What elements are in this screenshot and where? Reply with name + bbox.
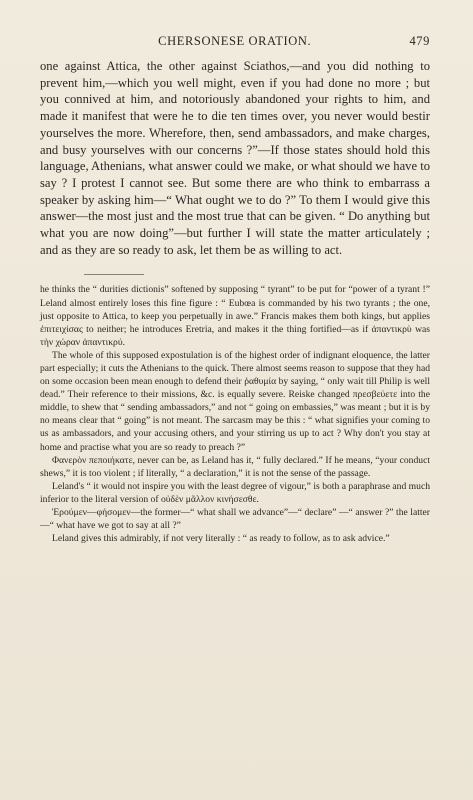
footnotes [40, 283, 430, 545]
main-text: one against Attica, the other against Sciathos,—and you did nothing to prevent him,—which you well might, even if you had done no more ; but you connived at him, and notoriously abandoned your rights to him, and made it manifest that were he to die ten times over, you never would bestir yourselves the more. Wherefore, then, send ambassadors, and make charges, and busy yourselves with our concerns ?”—If those states should hold this language, Athenians, what answer could we make, or what should we have to say ? I protest I cannot see. But some there are who think to embarrass a speaker by asking him—“ What ought we to do ?” To them I would give this answer—the most just and the most true that can be given. “ Do anything but what you are now doing”—but further I will state the matter articulately ; and as they are so ready to ask, let them be as willing to act. [40, 59, 430, 257]
running-head [40, 34, 430, 49]
footnote-4: Leland gives this admirably, if not very literally : “ as ready to follow, as to ask advice.” [52, 533, 390, 545]
footnote-continuation: he thinks the “ durities dictionis” softened by supposing “ tyrant” to be put for “power of a tyrant !” Leland almost entirely loses this fine figure : “ Eubœa is commanded by his two tyrants ; the one, just opposite to Attica, to keep you perpetually in awe.” Francis makes them both kings, but applies ἐπιτειχίσας to neither; he introduces Eretria, and makes it the thing fortified—as if ἀπαντικρὺ was τὴν χώραν ἀπαντικρύ. [40, 284, 430, 348]
footnote-rule [84, 274, 144, 275]
footnote-1: Φανερὸν πεποιήκατε, never can be, as Leland has it, “ fully declared.” If he means, “your conduct shews,” it is too violent ; if literally, “ a declaration,” it is not the sense of the passage. [40, 454, 430, 479]
page-number: 479 [409, 34, 430, 48]
footnote-3: Ἐρούμεν—φήσομεν—the former—“ what shall we advance”—“ declare” —“ answer ?” the latter—“ what have we got to say at all ?” [40, 507, 430, 532]
footnote-2: Leland's “ it would not inspire you with the least degree of vigour,” is both a paraphrase and much inferior to the literal version of οὐδὲν μᾶλλον κινήσεσθε. [40, 480, 430, 505]
footnote-continuation-paragraph: The whole of this supposed expostulation is of the highest order of indignant eloquence, the latter part especially; it cuts the Athenians to the quick. There almost seems reason to suppose that they had on some occasion been mean enough to defend their ῥαθυμία by saying, “ only wait till Philip is well dead.” Their reference to their missions, &c. is equally severe. Reiske changed πρεσβεύετε into the middle, to shew that “ sending ambassadors,” and not “ going on embassies,” was meant ; but it is by no means clear that “ going” is not meant. The sarcasm may be this : “ what signifies your coming to us as ambassadors, and your accusing others, and your stirring us up to act ? Why don't you stay at home and practise what you are so ready to preach ?” [40, 349, 430, 453]
running-title: CHERSONESE ORATION. [158, 34, 312, 48]
